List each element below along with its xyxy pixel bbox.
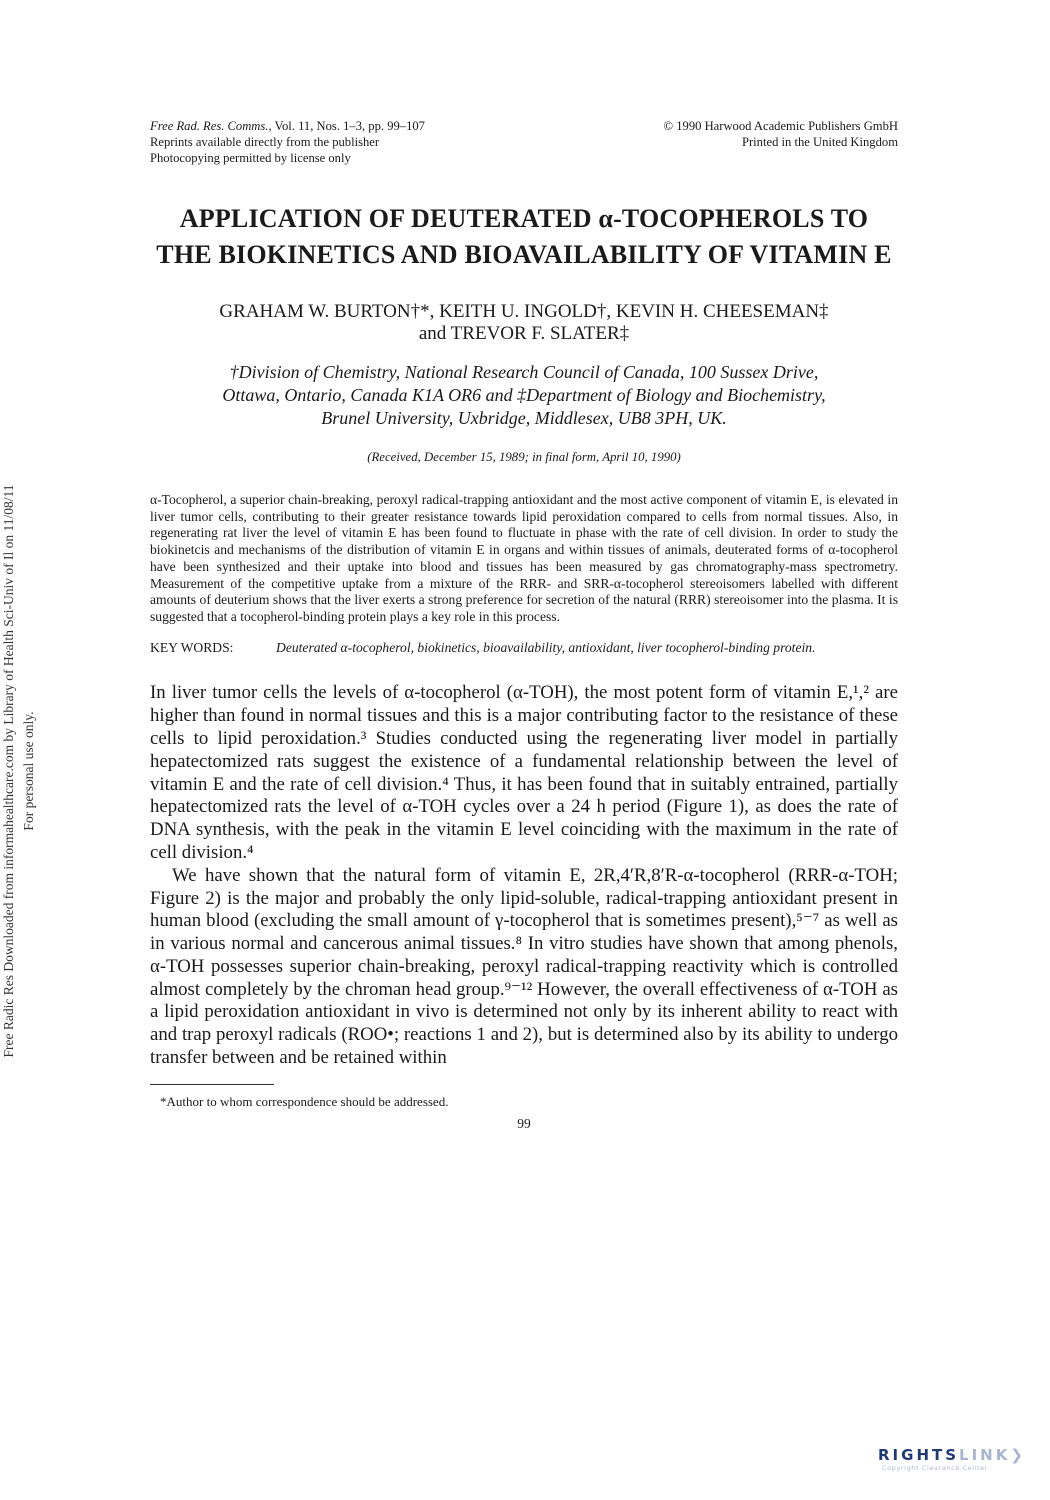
journal-volume: , Vol. 11, Nos. 1–3, pp. 99–107: [268, 119, 425, 133]
download-notice: [0, 291, 41, 1251]
printed-in-line: Printed in the United Kingdom: [741, 135, 898, 149]
photocopy-note: Photocopying permitted by license only: [150, 151, 351, 165]
journal-name: Free Rad. Res. Comms.: [150, 119, 269, 133]
copyright-block: [664, 118, 898, 166]
rightslink-arrow-icon: ❯: [1010, 1446, 1026, 1464]
page-number: 99: [517, 1115, 531, 1131]
body-text: [150, 682, 898, 1070]
body-paragraph-2: We have shown that the natural form of vitamin E, 2R,4′R,8′R-α-tocopherol (RRR-α-TOH; Figure 2) is the major and probably the only lipid-soluble, radical-trapping antioxidant present in human blood (excluding the small amount of γ-tocopherol that is sometimes present),⁵⁻⁷ as well as in various normal and cancerous animal tissues.⁸ In vitro studies have shown that among phenols, α-TOH possesses superior chain-breaking, peroxyl radical-trapping reactivity which is controlled almost completely by the chroman head group.⁹⁻¹² However, the overall effectiveness of α-TOH as a lipid peroxidation antioxidant in vivo is determined not only by its inherent ability to react with and trap peroxyl radicals (ROO•; reactions 1 and 2), but is determined also by its ability to undergo transfer between and be retained within: [150, 864, 898, 1069]
affiliation-line2: Ottawa, Ontario, Canada K1A OR6 and ‡Department of Biology and Biochemistry,: [222, 385, 826, 405]
rightslink-wordmark-a: RIGHTS: [878, 1446, 960, 1464]
download-notice-line1: Free Radic Res Downloaded from informahealthcare.com by Library of Health Sci-Univ of Il on 11/08/11: [1, 484, 16, 1058]
download-notice-line2: For personal use only.: [21, 711, 36, 831]
rightslink-wordmark-b: LINK: [959, 1446, 1011, 1464]
footnote: *Author to whom correspondence should be addressed.: [160, 1093, 449, 1109]
affiliations: [150, 361, 898, 430]
rightslink-logo[interactable]: [878, 1446, 1028, 1472]
keywords: [150, 640, 898, 657]
copyright-line: © 1990 Harwood Academic Publishers GmbH: [663, 119, 898, 133]
journal-citation: [150, 118, 425, 166]
affiliation-line1: †Division of Chemistry, National Research Council of Canada, 100 Sussex Drive,: [229, 362, 819, 382]
rightslink-tagline: Copyright Clearance Center: [882, 1464, 989, 1472]
paper-title: APPLICATION OF DEUTERATED α-TOCOPHEROLS TO THE BIOKINETICS AND BIOAVAILABILITY OF VITAMIN E: [156, 204, 892, 269]
abstract: α-Tocopherol, a superior chain-breaking, peroxyl radical-trapping antioxidant and the most active component of vitamin E, is elevated in liver tumor cells, contributing to their greater resistance towards lipid peroxidation compared to cells from normal tissues. Also, in regenerating rat liver the level of vitamin E has been found to fluctuate in phase with the rate of cell division. In order to study the biokinetcis and mechanisms of the distribution of vitamin E in organs and within tissues of animals, deuterated forms of α-tocopherol have been synthesized and their uptake into blood and tissues has been measured by gas chromatography-mass spectrometry. Measurement of the competitive uptake from a mixture of the RRR- and SRR-α-tocopherol stereoisomers labelled with different amounts of deuterium shows that the liver exerts a strong preference for secretion of the natural (RRR) stereoisomer into the plasma. It is suggested that a tocopherol-binding protein plays a key role in this process.: [150, 492, 898, 624]
author-list: [150, 301, 898, 345]
authors-line1: GRAHAM W. BURTON†*, KEITH U. INGOLD†, KEVIN H. CHEESEMAN‡: [219, 301, 829, 322]
authors-line2: and TREVOR F. SLATER‡: [418, 323, 630, 344]
rightslink-wordmark: [878, 1446, 1028, 1464]
received-dates: (Received, December 15, 1989; in final form, April 10, 1990): [367, 450, 681, 464]
journal-header: [150, 118, 898, 166]
paper-page: [150, 118, 898, 1132]
footnote-rule: [150, 1084, 274, 1085]
keywords-text: Deuterated α-tocopherol, biokinetics, bioavailability, antioxidant, liver tocopherol-binding protein.: [276, 639, 816, 655]
affiliation-line3: Brunel University, Uxbridge, Middlesex, UB8 3PH, UK.: [321, 408, 727, 428]
keywords-label: KEY WORDS:: [150, 639, 234, 655]
body-paragraph-1: In liver tumor cells the levels of α-tocopherol (α-TOH), the most potent form of vitamin E,¹,² are higher than found in normal tissues and this is a major contributing factor to the resistance of these cells to lipid peroxidation.³ Studies conducted using the regenerating liver model in partially hepatectomized rats suggest the existence of a fundamental relationship between the level of vitamin E and the rate of cell division.⁴ Thus, it has been found that in suitably entrained, partially hepatectomized rats the level of α-TOH cycles over a 24 h period (Figure 1), as does the rate of DNA synthesis, with the peak in the vitamin E level coinciding with the maximum in the rate of cell division.⁴: [150, 682, 898, 863]
reprints-note: Reprints available directly from the publisher: [150, 135, 380, 149]
